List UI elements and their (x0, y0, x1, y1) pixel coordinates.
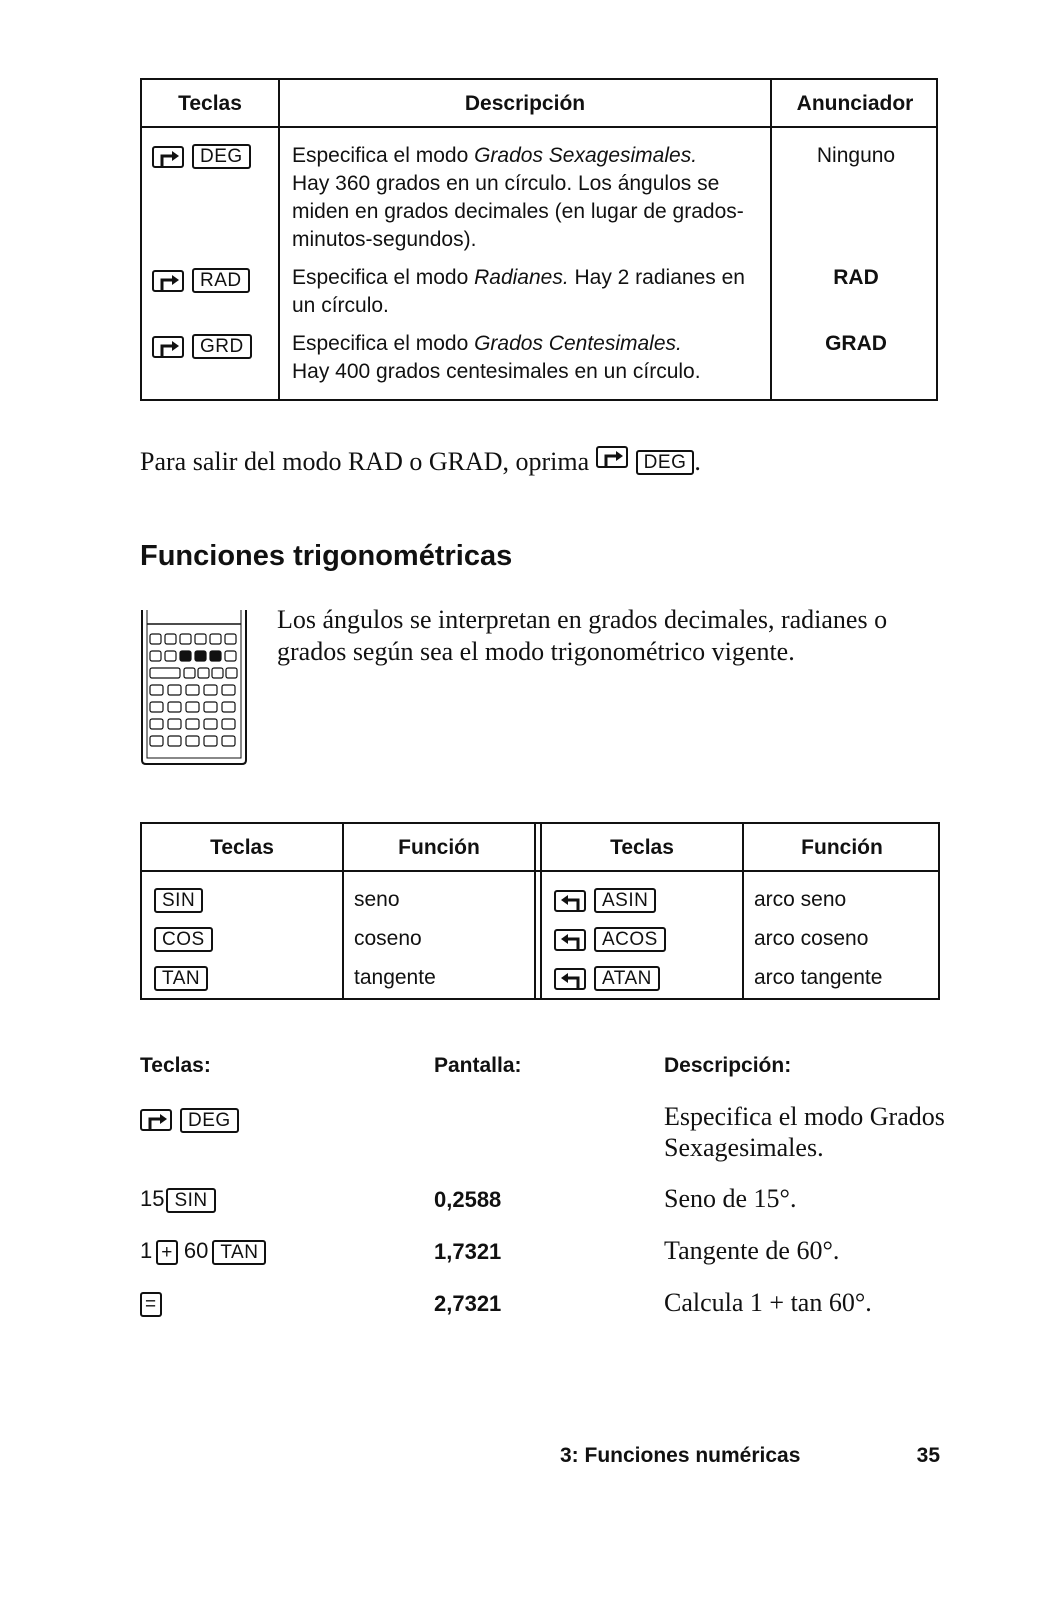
exit-mode-note (140, 446, 701, 477)
column-divider (770, 80, 772, 399)
example-description: Especifica el modo Grados Sexagesimales. (664, 1102, 945, 1162)
desc-rest: Hay 360 grados en un círculo. Los ángulos se miden en grados decimales (en lugar de grados-minutos-segundos). (292, 172, 744, 251)
example-header-keys: Teclas: (140, 1054, 211, 1077)
table-row-key (554, 888, 662, 913)
table-row-key (154, 888, 209, 913)
table-row-description (292, 264, 762, 320)
atan-key: ATAN (594, 966, 660, 991)
left-shift-key-icon (554, 929, 586, 951)
table-row-description (292, 330, 762, 386)
table-row-key (554, 966, 666, 991)
period: . (694, 447, 701, 476)
desc-mode: Radianes. (474, 266, 569, 289)
left-shift-key-icon (554, 890, 586, 912)
calculator-icon (138, 610, 252, 766)
right-shift-key-icon (140, 1109, 172, 1131)
header-annunciator: Anunciador (796, 92, 914, 115)
sin-key: SIN (166, 1188, 215, 1213)
grd-key: GRD (192, 334, 252, 359)
header-inverse-keys: Teclas (610, 836, 674, 859)
number-input: 1 (140, 1238, 153, 1263)
page-number: 35 (916, 1444, 940, 1467)
annunciator-value: GRAD (825, 332, 887, 355)
page-footer (560, 1444, 940, 1468)
table-row-keys (152, 334, 258, 359)
acos-key: ACOS (594, 927, 666, 952)
header-description: Descripción (464, 92, 586, 115)
table-row-key (154, 927, 219, 952)
header-function: Función (398, 836, 480, 859)
header-keys: Teclas (178, 92, 242, 115)
deg-key: DEG (192, 144, 251, 169)
annunciator-value: Ninguno (816, 144, 896, 167)
example-keys (140, 1238, 272, 1265)
tan-key: TAN (212, 1240, 266, 1265)
example-keys (140, 1290, 168, 1317)
example-description: Seno de 15°. (664, 1184, 797, 1213)
table-row-description (292, 142, 762, 254)
left-shift-key-icon (554, 968, 586, 990)
plus-key: + (156, 1240, 178, 1265)
function-name: tangente (354, 966, 436, 989)
rad-key: RAD (192, 268, 250, 293)
deg-key: DEG (180, 1108, 239, 1133)
desc-lead: Especifica el modo (292, 332, 475, 355)
desc-rest: Hay 2 radianes en un círculo. (292, 266, 745, 317)
cos-key: COS (154, 927, 213, 952)
right-shift-key-icon (596, 446, 628, 468)
table-row-keys (152, 144, 257, 169)
example-display: 2,7321 (434, 1291, 502, 1316)
exit-note-text: Para salir del modo RAD o GRAD, oprima (140, 447, 590, 476)
right-shift-key-icon (152, 336, 184, 358)
header-inverse-function: Función (801, 836, 883, 859)
function-name: arco coseno (754, 927, 869, 950)
example-display: 1,7321 (434, 1239, 502, 1264)
table-row-keys (152, 268, 256, 293)
sin-key: SIN (154, 888, 203, 913)
table-row-key (154, 966, 214, 991)
function-name: arco tangente (754, 966, 883, 989)
table-row-key (554, 927, 672, 952)
example-description: Calcula 1 + tan 60°. (664, 1288, 872, 1317)
right-shift-key-icon (152, 146, 184, 168)
desc-rest: Hay 400 grados centesimales en un círculo. (292, 360, 701, 383)
trig-functions-table (140, 822, 940, 1000)
example-display: 0,2588 (434, 1187, 502, 1212)
number-input: 60 (183, 1238, 209, 1263)
column-divider (278, 80, 280, 399)
annunciator-value: RAD (833, 266, 879, 289)
angle-modes-table (140, 78, 938, 401)
intro-paragraph: Los ángulos se interpretan en grados decimales, radianes o grados según sea el modo trigonométrico vigente. (277, 605, 888, 666)
chapter-title: 3: Funciones numéricas (560, 1444, 801, 1467)
equals-key: = (140, 1292, 162, 1317)
desc-lead: Especifica el modo (292, 266, 475, 289)
asin-key: ASIN (594, 888, 656, 913)
section-title: Funciones trigonométricas (140, 540, 513, 572)
example-keys (140, 1106, 245, 1133)
number-input: 15 (140, 1186, 165, 1211)
function-name: seno (354, 888, 400, 911)
right-shift-key-icon (152, 270, 184, 292)
column-divider (534, 824, 536, 998)
example-header-description: Descripción: (664, 1054, 792, 1077)
header-keys: Teclas (210, 836, 274, 859)
desc-lead: Especifica el modo (292, 144, 475, 167)
tan-key: TAN (154, 966, 208, 991)
function-name: coseno (354, 927, 422, 950)
example-description: Tangente de 60°. (664, 1236, 840, 1265)
example-header-display: Pantalla: (434, 1054, 522, 1077)
function-name: arco seno (754, 888, 847, 911)
example-keys (140, 1186, 222, 1213)
deg-key: DEG (636, 450, 695, 475)
desc-mode: Grados Centesimales. (474, 332, 682, 355)
desc-mode: Grados Sexagesimales. (474, 144, 698, 167)
